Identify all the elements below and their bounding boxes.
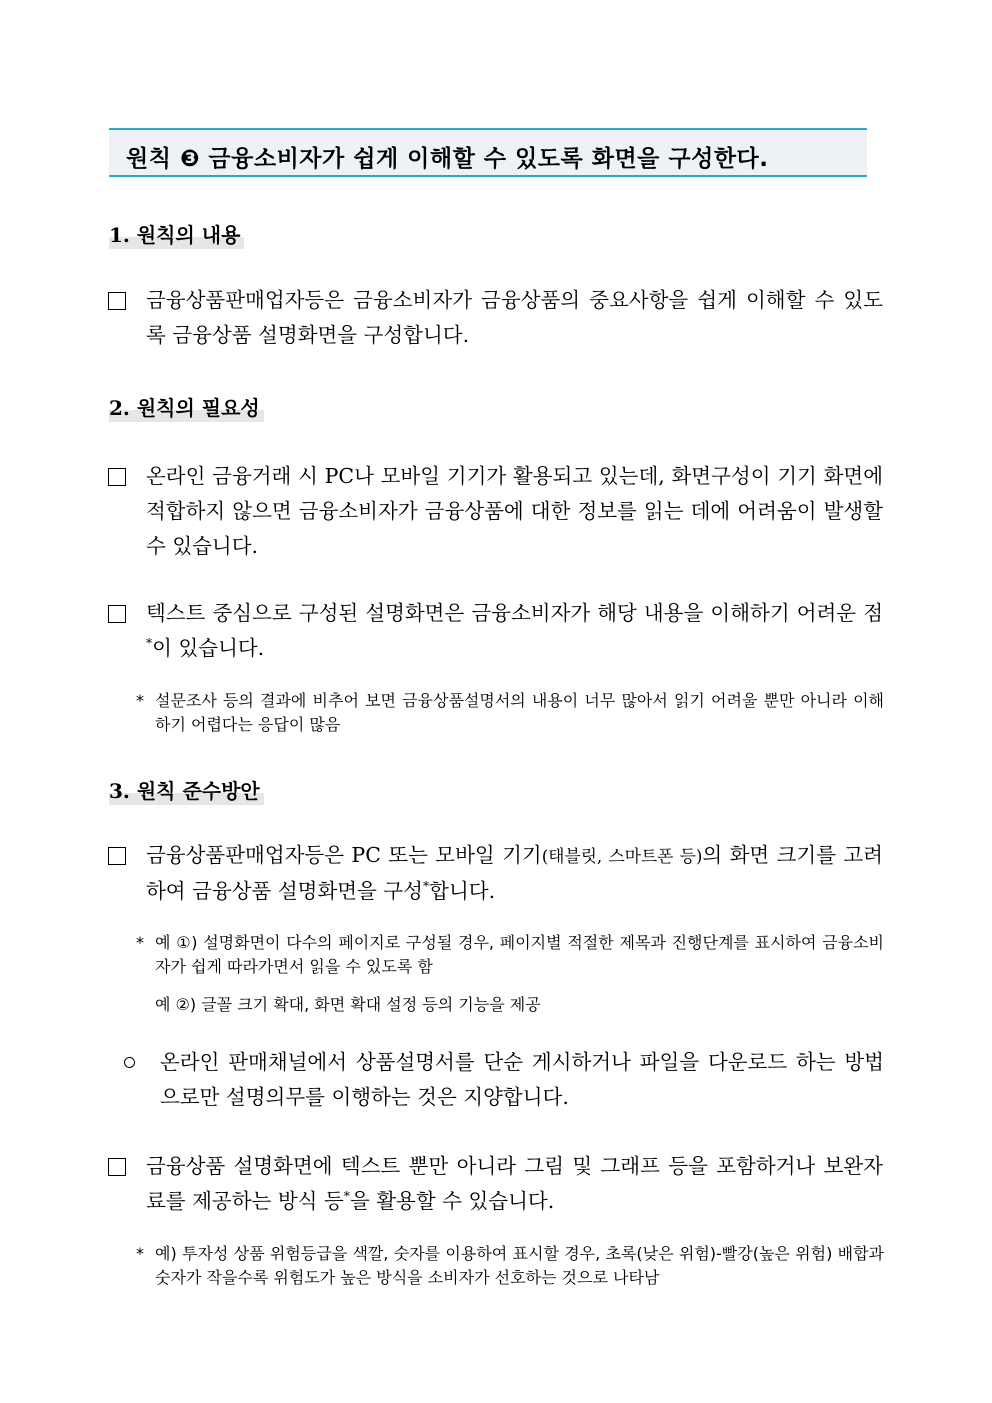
paragraph-text: 금융상품판매업자등은 금융소비자가 금융상품의 중요사항을 쉽게 이해할 수 있도록 금융상품 설명화면을 구성합니다.: [146, 288, 883, 347]
section-heading-necessity: 2. 원칙의 필요성: [109, 391, 264, 422]
paragraph: [108, 596, 883, 666]
footnote: [136, 993, 884, 1017]
paragraph-text: 금융상품 설명화면에 텍스트 뿐만 아니라 그림 및 그래프 등을 포함하거나 보완자료를 제공하는 방식 등*을 활용할 수 있습니다.: [146, 1154, 883, 1213]
footnote-mark: *: [343, 1189, 350, 1204]
footnote-asterisk: *: [136, 933, 144, 952]
footnote-text: 예 ①) 설명화면이 다수의 페이지로 구성될 경우, 페이지별 적절한 제목과 진행단계를 표시하여 금융소비자가 쉽게 따라가면서 읽을 수 있도록 함: [155, 933, 884, 976]
paragraph: [108, 459, 883, 564]
paragraph-text: 온라인 금융거래 시 PC나 모바일 기기가 활용되고 있는데, 화면구성이 기기 화면에 적합하지 않으면 금융소비자가 금융상품에 대한 정보를 읽는 데에 어려움이 발생할 수 있습니다.: [146, 464, 883, 558]
paragraph: [108, 1149, 883, 1219]
checkbox-bullet-icon: [108, 605, 126, 623]
circle-bullet-icon: [124, 1057, 135, 1068]
checkbox-bullet-icon: [108, 292, 126, 310]
paragraph-text: 텍스트 중심으로 구성된 설명화면은 금융소비자가 해당 내용을 이해하기 어려운 점*이 있습니다.: [146, 601, 883, 660]
checkbox-bullet-icon: [108, 847, 126, 865]
sub-paragraph-text: 온라인 판매채널에서 상품설명서를 단순 게시하거나 파일을 다운로드 하는 방법으로만 설명의무를 이행하는 것은 지양합니다.: [160, 1050, 884, 1109]
section-heading-content: 1. 원칙의 내용: [109, 218, 244, 249]
footnote-asterisk: *: [136, 691, 144, 710]
footnote: [136, 689, 884, 737]
checkbox-bullet-icon: [108, 1158, 126, 1176]
footnote-mark: *: [146, 636, 153, 651]
footnote-asterisk: *: [136, 1244, 144, 1263]
checkbox-bullet-icon: [108, 468, 126, 486]
footnote: [136, 1242, 884, 1290]
principle-title-box: [109, 128, 867, 177]
footnote-text: 설문조사 등의 결과에 비추어 보면 금융상품설명서의 내용이 너무 많아서 읽기 어려울 뿐만 아니라 이해하기 어렵다는 응답이 많음: [155, 691, 884, 734]
footnote-mark: *: [423, 879, 430, 894]
principle-title: 원칙 ❸ 금융소비자가 쉽게 이해할 수 있도록 화면을 구성한다.: [126, 146, 769, 172]
footnote-text: 예 ②) 글꼴 크기 확대, 화면 확대 설정 등의 기능을 제공: [155, 995, 541, 1014]
footnote-text: 예) 투자성 상품 위험등급을 색깔, 숫자를 이용하여 표시할 경우, 초록(낮은 위험)-빨강(높은 위험) 배합과 숫자가 작을수록 위험도가 높은 방식을 소비자가 선호하는 것으로 나타남: [155, 1244, 884, 1287]
paragraph-text: 금융상품판매업자등은 PC 또는 모바일 기기(태블릿, 스마트폰 등)의 화면 크기를 고려하여 금융상품 설명화면을 구성*합니다.: [146, 843, 883, 903]
footnote: [136, 931, 884, 979]
section-heading-compliance: 3. 원칙 준수방안: [109, 774, 264, 805]
paragraph: [108, 838, 883, 909]
paragraph: [108, 283, 883, 353]
sub-paragraph: [124, 1045, 884, 1115]
